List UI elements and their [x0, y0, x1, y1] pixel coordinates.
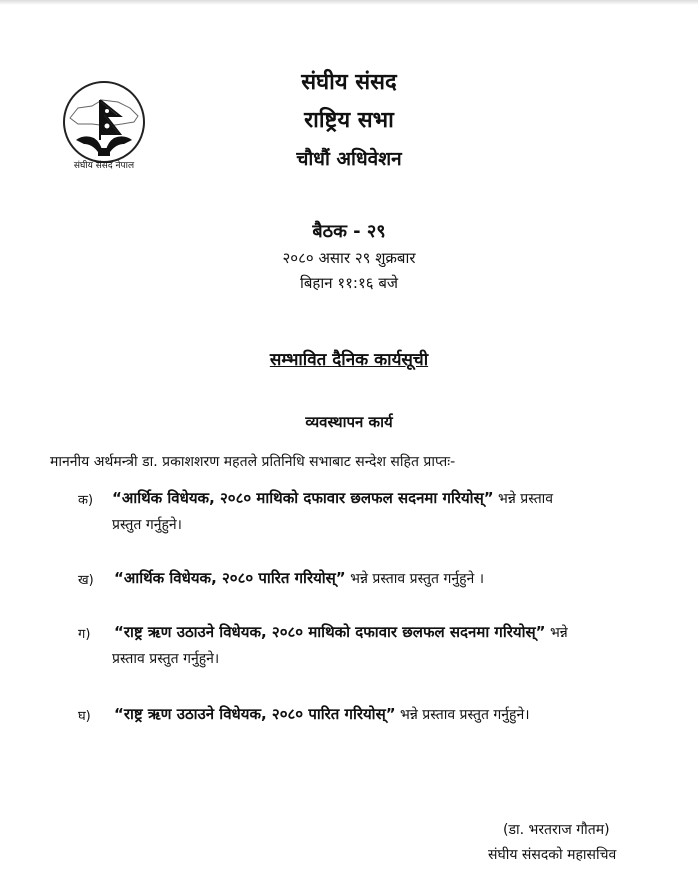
agenda-item-line [114, 622, 568, 642]
item-label: ख) [78, 573, 94, 588]
section-title: व्यवस्थापन कार्य [305, 413, 393, 431]
item-label: क) [78, 493, 94, 508]
item-label: ग) [78, 627, 91, 642]
top-shade [0, 0, 698, 5]
meeting-date: २०८० असार २९ शुक्रबार [282, 249, 416, 267]
item-bold-text: “राष्ट्र ऋण उठाउने विधेयक, २०८० पारित गरियोस्” [114, 705, 396, 723]
item-bold-text: “राष्ट्र ऋण उठाउने विधेयक, २०८० माथिको दफावार छलफल सदनमा गरियोस्” [114, 623, 546, 641]
agenda-item-line [114, 704, 530, 724]
item-rest-text: भन्ने प्रस्ताव प्रस्तुत गर्नुहुने । [350, 571, 485, 587]
item-rest-text: भन्ने प्रस्ताव [498, 491, 554, 507]
signatory-title: संघीय संसदको महासचिव [488, 847, 617, 863]
emblem-text: संघीय संसद नेपाल [73, 161, 135, 171]
item-continuation: प्रस्तुत गर्नुहुने। [112, 517, 182, 533]
item-rest-text: भन्ने [549, 625, 568, 641]
item-bold-text: “आर्थिक विधेयक, २०८० माथिको दफावार छलफल सदनमा गरियोस्” [112, 489, 494, 507]
item-label: घ) [78, 709, 91, 724]
item-rest-text: भन्ने प्रस्ताव प्रस्तुत गर्नुहुने। [400, 707, 530, 723]
header-line-2: राष्ट्रिय सभा [304, 108, 394, 133]
agenda-title: सम्भावित दैनिक कार्यसूची [269, 350, 429, 370]
signatory-name: (डा. भरतराज गौतम) [503, 822, 610, 838]
meeting-time: बिहान ११:१६ बजे [299, 274, 399, 292]
meeting-title: बैठक - २९ [312, 221, 386, 242]
intro-text: माननीय अर्थमन्त्री डा. प्रकाशशरण महतले प्रतिनिधि सभाबाट सन्देश सहित प्राप्तः- [50, 454, 456, 470]
agenda-item-line [112, 488, 553, 508]
item-bold-text: “आर्थिक विधेयक, २०८० पारित गरियोस्” [114, 569, 346, 587]
header-line-3: चौधौं अधिवेशन [296, 148, 402, 170]
item-continuation: प्रस्ताव प्रस्तुत गर्नुहुने। [112, 651, 220, 667]
agenda-item-line [114, 568, 484, 588]
header-line-1: संघीय संसद [301, 70, 397, 95]
